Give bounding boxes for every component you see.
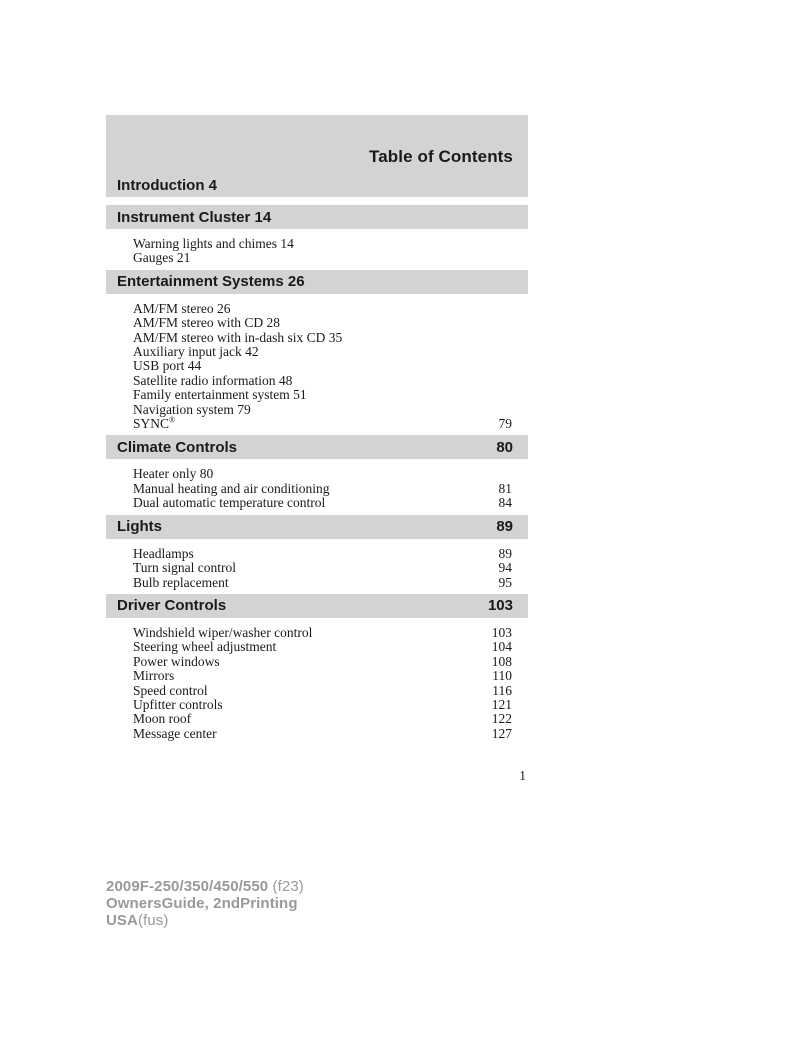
toc-entry — [133, 359, 512, 373]
toc-entry-label — [133, 403, 251, 417]
toc-entry — [133, 684, 512, 698]
toc-entry-text: Manual heating and air conditioning — [133, 480, 330, 496]
toc-entry — [133, 302, 512, 316]
toc-entry — [133, 331, 512, 345]
toc-entry-page: 81 — [498, 480, 512, 496]
toc-entry-text: Headlamps — [133, 545, 194, 561]
toc-title: Table of Contents — [369, 147, 513, 166]
toc-entry-text: AM/FM stereo with CD 28 — [133, 315, 281, 331]
section-title: Lights — [117, 518, 162, 536]
toc-entry-label — [133, 626, 312, 640]
toc-entry — [133, 626, 512, 640]
toc-entry — [133, 561, 512, 575]
toc-entry — [133, 640, 512, 654]
toc-entry-label — [133, 467, 213, 481]
toc-entry-text: Gauges 21 — [133, 250, 191, 266]
footer-line — [106, 912, 304, 929]
toc-entry-label — [133, 698, 223, 712]
toc-entry — [133, 467, 512, 481]
toc-entry-label — [133, 331, 342, 345]
section-header — [106, 435, 528, 459]
toc-entry-page: 104 — [491, 639, 512, 655]
toc-entry-label — [133, 547, 194, 561]
toc-entry — [133, 388, 512, 402]
toc-entry-text: USB port 44 — [133, 358, 202, 374]
section-entries — [106, 237, 528, 266]
toc-entry-label — [133, 727, 217, 741]
toc-entry-page: 127 — [491, 725, 512, 741]
section-entries — [106, 467, 528, 510]
toc-entry-label — [133, 417, 175, 431]
toc-entry-label — [133, 388, 307, 402]
section-page-number: 103 — [487, 597, 513, 615]
toc-entry-label — [133, 576, 229, 590]
section-entries — [106, 302, 528, 432]
section-title: Climate Controls — [117, 438, 238, 456]
toc-entry-text: Heater only 80 — [133, 466, 214, 482]
section-title: Entertainment Systems 26 — [117, 273, 305, 291]
page-number: 1 — [519, 768, 526, 784]
footer-line-regular: (f23) — [268, 878, 304, 895]
toc-entry — [133, 698, 512, 712]
section-header — [106, 594, 528, 618]
toc-entry-text: Steering wheel adjustment — [133, 639, 277, 655]
toc-entry-text: Satellite radio information 48 — [133, 372, 293, 388]
toc-entry-label — [133, 302, 231, 316]
toc-entry-text: Auxiliary input jack 42 — [133, 344, 259, 360]
toc-entry — [133, 237, 512, 251]
toc-entry-text: Navigation system 79 — [133, 401, 251, 417]
toc-entry — [133, 482, 512, 496]
toc-entry-page: 89 — [498, 545, 512, 561]
toc-entry-text: Windshield wiper/washer control — [133, 624, 313, 640]
toc-entry — [133, 669, 512, 683]
toc-entry-text: Mirrors — [133, 668, 175, 684]
toc-entry-text: Family entertainment system 51 — [133, 387, 307, 403]
toc-entry — [133, 251, 512, 265]
toc-entry — [133, 316, 512, 330]
toc-entry-page: 79 — [498, 416, 512, 432]
footer-line — [106, 895, 304, 912]
toc-entry-label — [133, 684, 208, 698]
toc-entry-text: Warning lights and chimes 14 — [133, 236, 294, 251]
toc-entry — [133, 374, 512, 388]
toc-entry-label — [133, 359, 201, 373]
toc-entry-text: Dual automatic temperature control — [133, 495, 326, 511]
toc-entry-page: 94 — [498, 560, 512, 576]
toc-entry-text: Upfitter controls — [133, 696, 223, 712]
toc-entry-text: Moon roof — [133, 711, 192, 727]
toc-entry-page: 110 — [492, 668, 512, 684]
toc-entry-text: AM/FM stereo with in-dash six CD 35 — [133, 329, 343, 345]
footer-line-bold: 2009F-250/350/450/550 — [106, 878, 269, 895]
footer-line-regular: (fus) — [137, 912, 169, 929]
toc-entry-text: SYNC — [133, 416, 170, 432]
toc-entry — [133, 496, 512, 510]
toc-entry-label — [133, 345, 259, 359]
toc-entry-text: Speed control — [133, 682, 208, 698]
toc-entry-page: 103 — [491, 624, 512, 640]
toc-entry — [133, 655, 512, 669]
toc-entry-label — [133, 237, 294, 251]
toc-entry-label — [133, 374, 292, 388]
toc-sections — [106, 173, 528, 741]
toc-entry-label — [133, 251, 190, 265]
section-header — [106, 515, 528, 539]
toc-entry-page: 116 — [492, 682, 512, 698]
section-page-number: 80 — [496, 438, 513, 456]
footer-line-bold: OwnersGuide, 2ndPrinting — [106, 895, 298, 912]
toc-entry — [133, 403, 512, 417]
section-entries — [106, 547, 528, 590]
toc-entry-text: Message center — [133, 725, 217, 741]
footer-line — [106, 878, 304, 895]
toc-entry-text: Bulb replacement — [133, 574, 229, 590]
footer-part-code — [106, 878, 304, 929]
section-title: Driver Controls — [117, 597, 227, 615]
toc-entry-page: 108 — [491, 653, 512, 669]
toc-entry-page: 84 — [498, 495, 512, 511]
toc-entry-label — [133, 496, 325, 510]
toc-entry-page: 122 — [491, 711, 512, 727]
section-page-number: 89 — [496, 518, 513, 536]
toc-entry-label — [133, 640, 276, 654]
toc-entry-label — [133, 482, 329, 496]
toc-entry-label — [133, 655, 220, 669]
section-header — [106, 270, 528, 294]
section-title: Instrument Cluster 14 — [117, 208, 272, 226]
toc-entry — [133, 576, 512, 590]
section-entries — [106, 626, 528, 741]
toc-entry-label — [133, 561, 236, 575]
toc-entry-text: Power windows — [133, 653, 220, 669]
toc-entry-text: AM/FM stereo 26 — [133, 300, 231, 316]
toc-entry — [133, 712, 512, 726]
toc-header-block — [106, 115, 528, 173]
toc-entry-page: 95 — [498, 574, 512, 590]
registered-mark: ® — [169, 415, 176, 425]
section-header — [106, 173, 528, 197]
toc-entry-label — [133, 712, 191, 726]
toc-entry — [133, 727, 512, 741]
section-header — [106, 205, 528, 229]
toc-entry-text: Turn signal control — [133, 560, 237, 576]
table-of-contents — [106, 115, 528, 784]
footer-line-bold: USA — [106, 912, 138, 929]
toc-entry — [133, 417, 512, 431]
toc-entry-page: 121 — [491, 696, 512, 712]
toc-entry-label — [133, 669, 174, 683]
toc-entry — [133, 547, 512, 561]
toc-entry — [133, 345, 512, 359]
toc-entry-label — [133, 316, 280, 330]
section-title: Introduction 4 — [117, 176, 217, 194]
